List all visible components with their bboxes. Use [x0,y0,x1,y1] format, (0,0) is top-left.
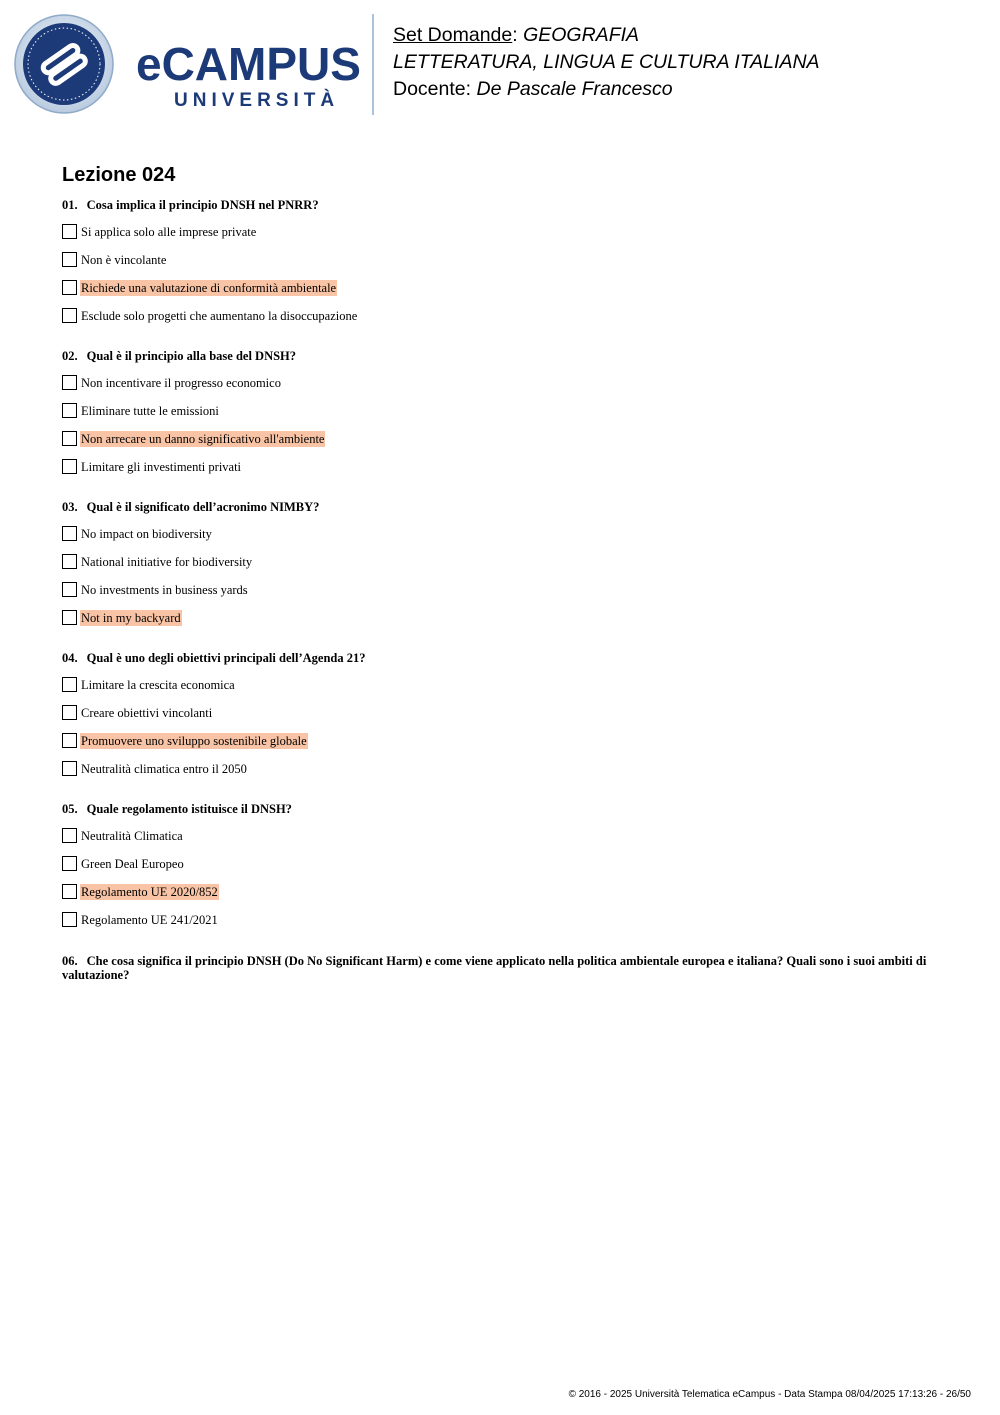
question-number: 03. [62,500,78,514]
option-label: Creare obiettivi vincolanti [81,706,213,720]
question-5 [62,803,942,817]
option-label: Regolamento UE 241/2021 [81,913,218,927]
teacher-name: De Pascale Francesco [476,78,673,100]
checkbox[interactable] [62,705,77,720]
question-text: Qual è il principio alla base del DNSH? [86,349,297,363]
logo-subtext: UNIVERSITÀ [174,90,340,111]
ecampus-logo-graphic [14,14,364,118]
question-text: Quale regolamento istituisce il DNSH? [86,802,292,816]
question-number: 05. [62,802,78,816]
checkbox[interactable] [62,677,77,692]
checkbox[interactable] [62,884,77,899]
question-4 [62,652,942,666]
checkbox[interactable] [62,582,77,597]
question-text: Cosa implica il principio DNSH nel PNRR? [86,198,319,212]
question-1 [62,199,942,213]
question-2 [62,350,942,364]
question-text: Qual è il significato dell’acronimo NIMBY? [86,500,320,514]
question-3 [62,501,942,515]
option-label: Eliminare tutte le emissioni [81,404,219,418]
checkbox[interactable] [62,856,77,871]
checkbox[interactable] [62,431,77,446]
question-text: Qual è uno degli obiettivi principali dell’Agenda 21? [86,651,366,665]
option-label-highlighted: Richiede una valutazione di conformità ambientale [81,281,337,295]
question-number: 02. [62,349,78,363]
option-label-highlighted: Not in my backyard [81,611,181,625]
checkbox[interactable] [62,554,77,569]
checkbox[interactable] [62,610,77,625]
checkbox[interactable] [62,733,77,748]
checkbox[interactable] [62,761,77,776]
teacher-label: Docente: [393,78,472,100]
checkbox[interactable] [62,828,77,843]
set-label: Set Domande [393,24,513,46]
lesson-title: Lezione 024 [62,164,176,186]
option-label-highlighted: Non arrecare un danno significativo all'ambiente [81,432,325,446]
question-text: Che cosa significa il principio DNSH (Do No Significant Harm) e come viene applicato nella politica ambientale europea e italiana? Quali sono i suoi ambiti di valutazione? [62,954,927,982]
checkbox[interactable] [62,308,77,323]
option-label: Si applica solo alle imprese private [81,225,257,239]
question-number: 04. [62,651,78,665]
option-label: No investments in business yards [81,583,248,597]
question-6 [62,955,942,982]
logo-wordmark: eCAMPUS [136,38,361,90]
checkbox[interactable] [62,403,77,418]
checkbox[interactable] [62,526,77,541]
option-label: No impact on biodiversity [81,527,212,541]
set-line: Set Domande: GEOGRAFIA [393,24,640,46]
option-label: Limitare gli investimenti privati [81,460,242,474]
option-label: Green Deal Europeo [81,857,184,871]
option-label: Neutralità climatica entro il 2050 [81,762,247,776]
checkbox[interactable] [62,912,77,927]
question-number: 06. [62,954,78,968]
ecampus-logo [14,14,364,118]
checkbox[interactable] [62,375,77,390]
checkbox[interactable] [62,280,77,295]
option-label-highlighted: Promuovere uno sviluppo sostenibile globale [81,734,307,748]
question-number: 01. [62,198,78,212]
option-label: Limitare la crescita economica [81,678,235,692]
option-label-highlighted: Regolamento UE 2020/852 [81,885,218,899]
option-label: Esclude solo progetti che aumentano la disoccupazione [81,309,358,323]
checkbox[interactable] [62,224,77,239]
set-value: GEOGRAFIA [523,24,640,46]
option-label: National initiative for biodiversity [81,555,253,569]
option-label: Non incentivare il progresso economico [81,376,281,390]
header-info [393,22,820,103]
page-footer: © 2016 - 2025 Università Telematica eCampus - Data Stampa 08/04/2025 17:13:26 - 26/50 [568,1389,971,1400]
teacher-line [393,76,820,103]
option-label: Non è vincolante [81,253,167,267]
checkbox[interactable] [62,459,77,474]
checkbox[interactable] [62,252,77,267]
course-subtitle: LETTERATURA, LINGUA E CULTURA ITALIANA [393,51,820,73]
option-label: Neutralità Climatica [81,829,183,843]
header-divider [372,14,374,115]
